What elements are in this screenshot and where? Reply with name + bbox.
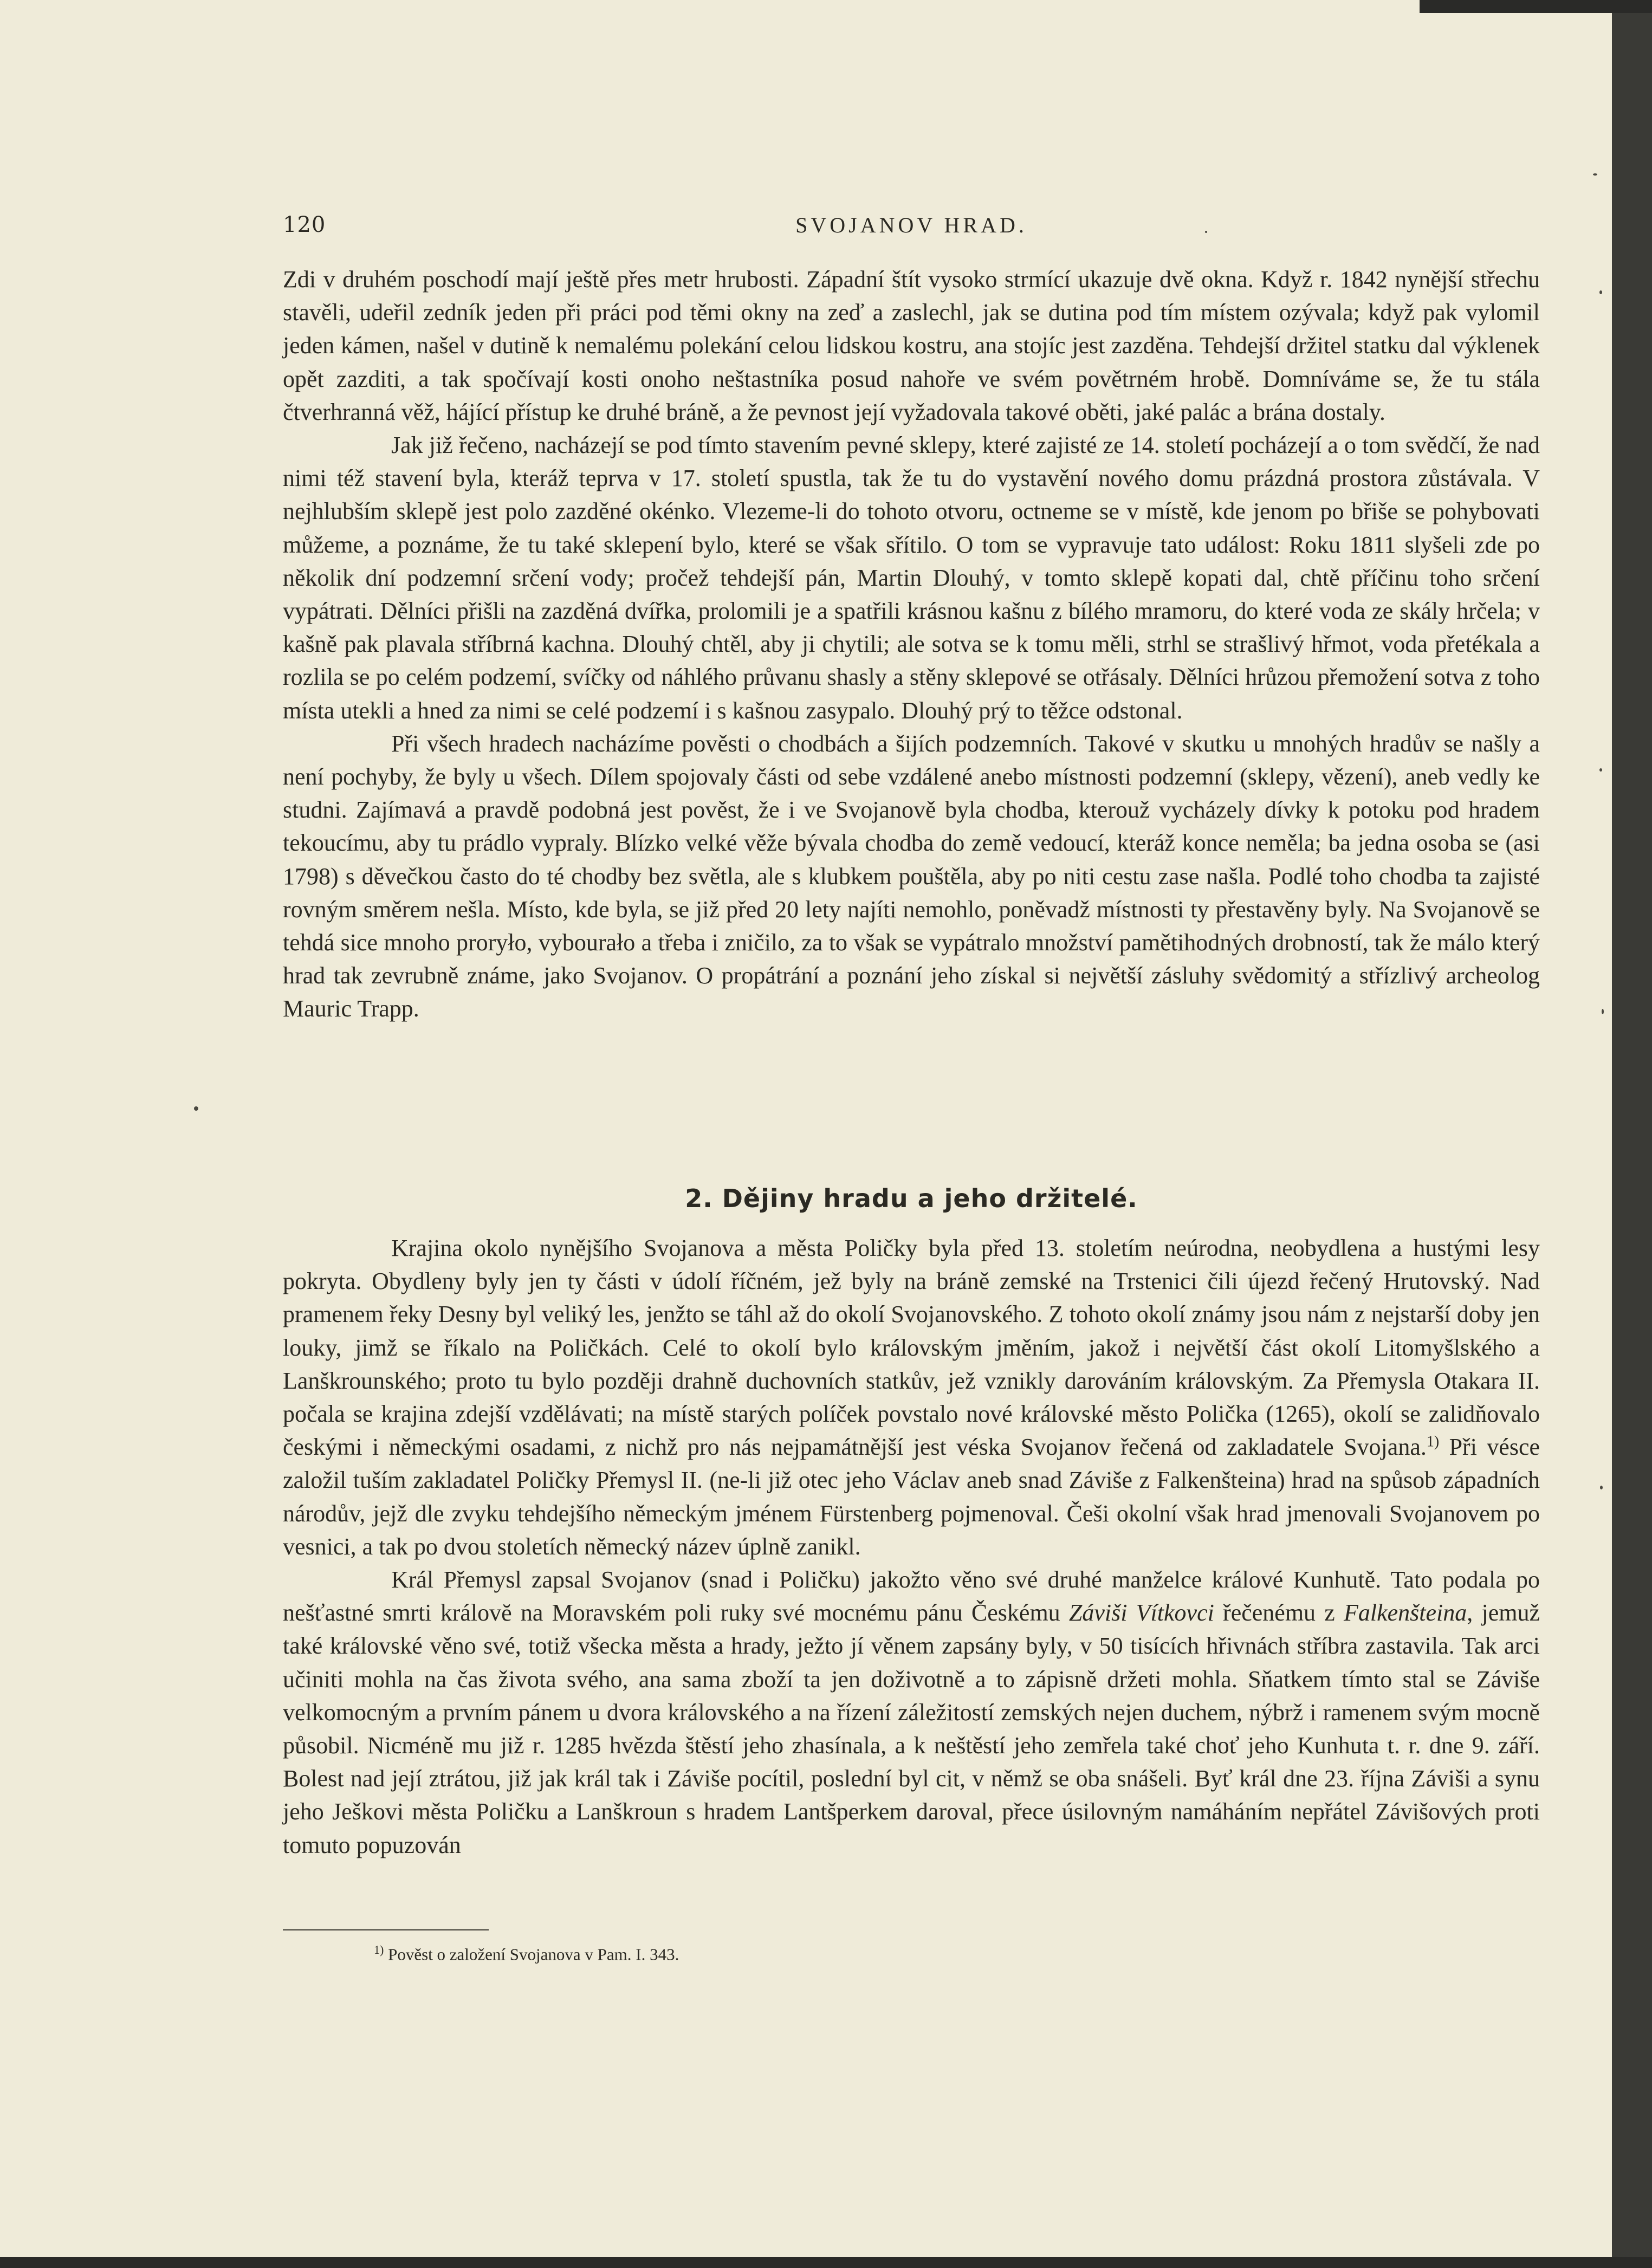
paragraph-premysl: [283, 1563, 1540, 1862]
page-number: 120: [283, 212, 326, 237]
footnote-text: Pověst o založení Svojanova v Pam. I. 343.: [384, 1945, 679, 1964]
footnote: [374, 1943, 679, 1964]
paper-speck: [1600, 1486, 1603, 1489]
paper-speck: [194, 1106, 198, 1111]
paragraph-landscape-part-a: Krajina okolo nynějšího Svojanova a města Poličky byla před 13. stoletím neúrodna, neobydlena a hustými lesy pokryta. Obydleny byly jen ty části v údolí říčném, jež byly na bráně zemské na Trstenici čili újezd řečený Hrutovský. Nad pramenem řeky Desny byl veliký les, jenžto se táhl až do okolí Svojanovského. Z tohoto okolí známy jsou nám z nejstarší doby jen louky, jimž se říkalo na Poličkách. Celé to okolí bylo královským jměním, jakož i největší část okolí Litomyšlského a Lanškrounského; proto tu bylo později drahně duchovních statkův, jež vznikly darováním královským. Za Přemysla Otakara II. počala se krajina zdejší vzdělávati; na místě starých políček povstalo nové královské město Polička (1265), okolí se zalidňovalo českými i německými osadami, z nichž pro nás nejpamátnější jest véska Svojanov řečená od zakladatele Svojana.: [283, 1235, 1540, 1461]
paragraph-premysl-part-b: řečenému z: [1214, 1599, 1344, 1627]
paragraph-walls: Zdi v druhém poschodí mají ještě přes metr hrubosti. Západní štít vysoko strmící ukazuje dvě okna. Když r. 1842 nynější střechu stavěli, udeřil zedník jeden při práci pod těmi okny na zeď a zaslechl, jak se dutina pod tím místem ozývala; když pak vylomil jeden kámen, našel v dutině k nemalému polekání celou lidskou kostru, ana stojíc jest zazděna. Tehdejší držitel statku dal výklenek opět zazditi, a tak spočívají kosti onoho neštastníka posud nahoře ve svém povětrném hrobě. Domníváme se, že tu stála čtverhranná věž, hájící přístup ke druhé bráně, a že pevnost její vyžadovala takové oběti, jaké palác a brána dostaly.: [283, 266, 1540, 425]
running-title: SVOJANOV HRAD.: [795, 213, 1027, 237]
paragraph-landscape-part-b: Při vésce založil tuším zakladatel Poličky Přemysl II. (ne-li již otec jeho Václav aneb snad Záviše z Falkenšteina) hrad na spůsob západních národův, jejž dle zvyku tehdejšího německým jménem Fürstenberg pojmenoval. Češi okolní však hrad jmenovali Svojanovem po vesnici, a tak po dvou stoletích německý název úplně zanikl.: [283, 1434, 1540, 1560]
paragraph-cellars: Jak již řečeno, nacházejí se pod tímto stavením pevné sklepy, které zajisté ze 14. století pocházejí a o tom svědčí, že nad nimi též stavení byla, kteráž teprva v 17. století spustla, tak že tu do vystavění nového domu prázdná prostora zůstávala. V nejhlubším sklepě jest polo zazděné okénko. Vlezeme-li do tohoto otvoru, octneme se v místě, kde jenom po břiše se pohybovati můžeme, a poznáme, že tu také sklepení bylo, které se však sřítilo. O tom se vypravuje tato událost: Roku 1811 slyšeli zde po několik dní podzemní srčení vody; pročež tehdejší pán, Martin Dlouhý, v tomto sklepě kopati dal, chtě příčinu toho srčení vypátrati. Dělníci přišli na zazděná dvířka, prolomili je a spatřili krásnou kašnu z bílého mramoru, do které voda ze skály hrčela; v kašně pak plavala stříbrná kachna. Dlouhý chtěl, aby ji chytili; ale sotva se k tomu měli, strhl se strašlivý hřmot, voda přetékala a rozlila se po celém podzemí, svíčky od náhlého průvanu shasly a stěny sklepové se otřásaly. Dělníci hrůzou přemožení sotva z toho místa utekli a hned za nimi se celé podzemí i s kašnou zasypalo. Dlouhý prý to těžce odstonal.: [283, 432, 1540, 724]
paper-speck: [1599, 768, 1602, 772]
paragraph-landscape: [283, 1232, 1540, 1563]
top-edge-shadow: [1420, 0, 1652, 13]
paper-speck: [1593, 173, 1597, 176]
bottom-edge-shadow: [0, 2257, 1652, 2268]
running-head: [283, 212, 1540, 245]
footnote-divider: [283, 1929, 489, 1930]
paragraph-corridors: Při všech hradech nacházíme pověsti o chodbách a šijích podzemních. Takové v skutku u mnohých hradův se našly a není pochyby, že byly u všech. Dílem spojovaly části od sebe vzdálené anebo místnosti podzemní (sklepy, vězení), aneb vedly ke studni. Zajímavá a pravdě podobná jest pověst, že i ve Svojanově byla chodba, kterouž vycházely dívky k potoku pod hradem tekoucímu, aby tu prádlo vypraly. Blízko velké věže bývala chodba do země vedoucí, kteráž konce neměla; ba jedna osoba se (asi 1798) s děvečkou často do té chodby bez světla, ale s klubkem pouštěla, aby po niti cestu zase našla. Podlé toho chodba ta zajisté rovným směrem nešla. Místo, kde byla, se již před 20 lety najíti nemohlo, poněvadž místnosti ty přestavěny byly. Na Svojanově se tehdá sice mnoho proryło, vybourało a třeba i zničilo, za to však se vypátralo množství pamětihodných drobností, tak že málo který hrad tak zevrubně známe, jako Svojanov. O propátrání a poznání jeho získal si největší zásluhy svědomitý a střízlivý archeolog Mauric Trapp.: [283, 730, 1540, 1022]
footnote-reference[interactable]: 1): [1426, 1433, 1440, 1450]
paper-speck: [1602, 1009, 1604, 1014]
paper-speck: [1599, 290, 1602, 294]
italic-name-falkenstein: Falkenšteina: [1344, 1599, 1467, 1627]
footnote-mark: 1): [374, 1943, 384, 1956]
text-block-before-heading: [283, 263, 1540, 1026]
text-block-after-heading: [283, 1232, 1540, 1862]
paper-speck: [1205, 231, 1207, 233]
book-edge-shadow: [1612, 0, 1652, 2268]
section-heading: 2. Dějiny hradu a jeho držitelé.: [685, 1184, 1138, 1213]
paragraph-premysl-part-a: Král Přemysl zapsal Svojanov (snad i Poličku) jakožto věno své druhé manželce králové Kunhutě. Tato podala po nešťastné smrti královĕ na Moravském poli ruky své mocnému pánu Českému: [283, 1566, 1540, 1627]
italic-name-zavis: Záviši Vítkovci: [1068, 1599, 1214, 1627]
paragraph-premysl-part-c: , jemuž také královské věno své, totiž všecka města a hrady, ježto jí věnem zapsány byly, v 50 tisících hřivnách stříbra zastavila. Tak arci učiniti mohla na čas života svého, ana sama zboží ta jen doživotně a to zápisně držeti mohla. Sňatkem tímto stal se Záviše velkomocným a prvním pánem u dvora královského a na řízení záležitostí zemských nejen duchem, nýbrž i ramenem svým mocně působil. Nicméně mu již r. 1285 hvězda štěstí jeho zhasínala, a k neštěstí jeho zemřela také choť jeho Kunhuta t. r. dne 9. září. Bolest nad její ztrátou, již jak král tak i Záviše pocítil, poslední byl cit, v němž se oba snášeli. Byť král dne 23. října Záviši a synu jeho Ješkovi města Poličku a Lanškroun s hradem Lantšperkem daroval, přece úsilovným namáháním nepřátel Závišových proti tomuto popuzován: [283, 1599, 1540, 1858]
